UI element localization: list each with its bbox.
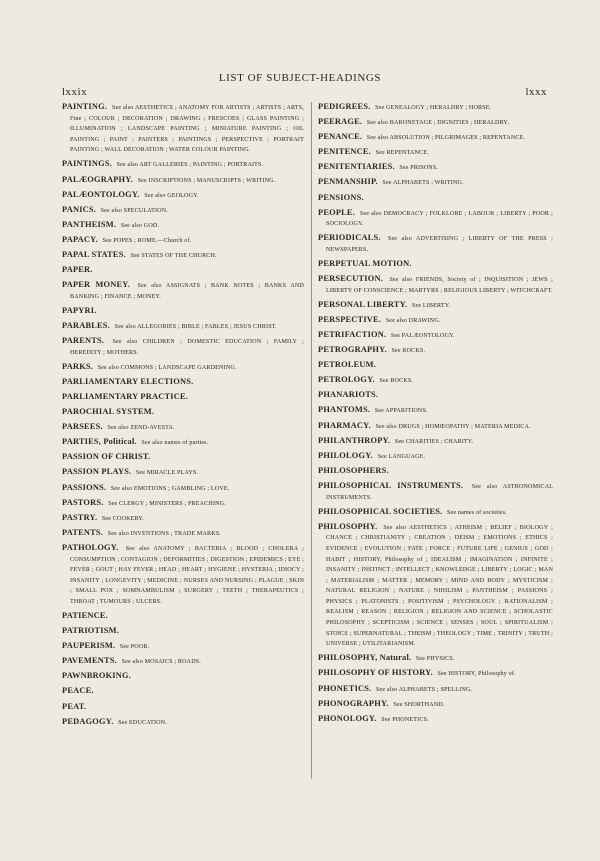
cross-references: See also DRAWING. [385, 317, 441, 324]
cross-references: See LIBERTY. [411, 302, 451, 309]
subject-heading: PENSIONS. [318, 192, 364, 202]
subject-entry [318, 117, 553, 129]
subject-entry [62, 641, 304, 653]
subject-entry [62, 611, 304, 623]
subject-entry [318, 315, 553, 327]
subject-heading: PHARMACY. [318, 420, 371, 430]
cross-references: See STATES OF THE CHURCH. [130, 253, 217, 260]
cross-references: See also FRIENDS, Society of ; INQUISITION ; JEWS ; LIBERTY OF CONSCIENCE ; MARTYRS ; RELIGIOUS LIBERTY ; WITCHCRAFT. [326, 277, 554, 294]
subject-entry [318, 345, 553, 357]
page-number-left: lxxix [62, 86, 88, 98]
subject-entry [62, 543, 304, 608]
cross-references: See also AESTHETICS ; ANATOMY FOR ARTISTS ; ARTISTS ; ARTS, Fine ; COLOUR ; DECORATION ; DRAWING ; FRESCOES ; GLASS PAINTING ; ILLUMINATION ; LANDSCAPE PAINTING ; MINIATURE PAINTING ; OIL PAINTING ; PAINT ; PAINTERS ; PAINTINGS ; PERSPECTIVE ; PORTRAIT PAINTING ; WALL DECORATION ; WATER COLOUR PAINTING. [70, 105, 304, 154]
subject-entry [318, 193, 553, 205]
subject-entry [318, 507, 553, 519]
subject-heading: PHILOSOPHY, Natural. [318, 653, 412, 663]
subject-entry [62, 377, 304, 389]
cross-references: See also SPECULATION. [100, 207, 168, 214]
subject-entry [318, 714, 553, 726]
subject-heading: PEAT. [62, 701, 87, 711]
subject-entry [62, 686, 304, 698]
subject-entry [62, 626, 304, 638]
cross-references: See LANGUAGE. [377, 453, 426, 460]
subject-heading: PATENTS. [62, 527, 104, 537]
subject-heading: PARKS. [62, 361, 94, 371]
subject-heading: PATIENCE. [62, 610, 108, 620]
cross-references: See also BARONETAGE ; DIGNITIES ; HERALDRY. [366, 120, 509, 127]
subject-heading: PEERAGE. [318, 117, 363, 127]
subject-entry [62, 452, 304, 464]
subject-heading: PERPETUAL MOTION. [318, 259, 412, 269]
subject-entry [318, 522, 553, 650]
subject-heading: PEOPLE. [318, 207, 355, 217]
subject-entry [62, 407, 304, 419]
subject-heading: PERSPECTIVE. [318, 314, 382, 324]
column-divider [311, 102, 312, 779]
subject-entry [62, 483, 304, 495]
subject-entry [318, 360, 553, 372]
subject-entry [62, 671, 304, 683]
subject-entry [62, 175, 304, 187]
cross-references: See also ART GALLERIES ; PAINTING ; PORTRAITS. [116, 162, 264, 169]
subject-entry [318, 668, 553, 680]
cross-references: See MIRACLE PLAYS. [135, 470, 199, 477]
subject-entry [318, 653, 553, 665]
subject-heading: PARLIAMENTARY PRACTICE. [62, 391, 189, 401]
subject-entry [62, 513, 304, 525]
cross-references: See ROCKS. [379, 378, 414, 385]
subject-entry [318, 147, 553, 159]
cross-references: See PHONETICS. [381, 716, 429, 723]
subject-entry [318, 451, 553, 463]
subject-heading: PHILOSOPHICAL SOCIETIES. [318, 506, 443, 516]
subject-entry [318, 132, 553, 144]
subject-heading: PHANTOMS. [318, 405, 371, 415]
subject-entry [318, 162, 553, 174]
subject-heading: PATRIOTISM. [62, 626, 120, 636]
subject-heading: PHILOSOPHICAL INSTRUMENTS. [318, 480, 464, 490]
cross-references: See names of societies. [447, 509, 507, 516]
subject-heading: PAWNBROKING. [62, 671, 132, 681]
subject-entry [318, 684, 553, 696]
cross-references: See also ASTRONOMICAL INSTRUMENTS. [326, 483, 553, 501]
subject-heading: PENANCE. [318, 132, 363, 142]
subject-entry [318, 102, 553, 114]
subject-heading: PATHOLOGY. [62, 542, 119, 552]
subject-heading: PARABLES. [62, 321, 110, 330]
subject-heading: PHILOLOGY. [318, 450, 373, 460]
subject-entry [62, 467, 304, 479]
subject-heading: PAINTING. [62, 102, 108, 111]
subject-heading: PASTORS. [62, 497, 104, 507]
subject-heading: PAROCHIAL SYSTEM. [62, 407, 155, 417]
subject-heading: PHILOSOPHY OF HISTORY. [318, 668, 433, 678]
subject-heading: PHILOSOPHERS. [318, 465, 389, 475]
cross-references: See HISTORY, Philosophy of. [437, 671, 516, 678]
subject-heading: PAPER. [62, 265, 93, 275]
subject-heading: PETROLEUM. [318, 360, 377, 370]
subject-heading: PETROLOGY. [318, 375, 375, 385]
subject-heading: PENITENCE. [318, 147, 371, 157]
subject-entry [318, 390, 553, 402]
subject-entry [62, 321, 304, 333]
cross-references: See EDUCATION. [118, 719, 167, 726]
subject-heading: PEDAGOGY. [62, 716, 114, 726]
subject-heading: PERIODICALS. [318, 233, 381, 243]
subject-heading: PANICS. [62, 204, 97, 214]
subject-entry [62, 528, 304, 540]
cross-references: See ROCKS. [391, 348, 426, 355]
subject-entry [62, 159, 304, 171]
cross-references: See POOR. [119, 644, 150, 651]
subject-heading: PETROGRAPHY. [318, 345, 387, 355]
cross-references: See CHARITIES ; CHARITY. [394, 438, 474, 445]
subject-heading: PASSION PLAYS. [62, 467, 132, 477]
cross-references: See PRISONS. [399, 165, 439, 172]
cross-references: See POPES ; ROME.—Church of. [102, 237, 192, 244]
cross-references: See also MOSAICS ; ROADS. [121, 659, 201, 666]
subject-heading: PAVEMENTS. [62, 656, 117, 666]
subject-entry [62, 190, 304, 202]
subject-heading: PHONETICS. [318, 683, 372, 693]
subject-heading: PERSONAL LIBERTY. [318, 299, 408, 309]
cross-references: See also ABSOLUTION ; PILGRIMAGES ; REPENTANCE. [366, 135, 526, 142]
subject-heading: PENITENTIARIES. [318, 162, 395, 172]
subject-heading: PASSIONS. [62, 482, 107, 492]
subject-entry [62, 392, 304, 404]
cross-references: See also DEMOCRACY ; FOLKLORE ; LABOUR ; LIBERTY ; POOR ; SOCIOLOGY. [326, 210, 553, 228]
subject-heading: PHILOSOPHY. [318, 521, 378, 531]
subject-entry [62, 362, 304, 374]
cross-references: See also ALLEGORIES ; BIBLE ; FABLES ; JESUS CHRIST. [114, 324, 277, 330]
subject-heading: PAPYRI. [62, 305, 97, 315]
cross-references: See also AESTHETICS ; ATHEISM ; BELIEF ; BIOLOGY ; CHANCE ; CHRISTIANITY ; CREATION ; DEISM ; EMOTIONS ; ETHICS ; EVIDENCE ; EVOLUTION ; FATE ; FORCE ; FUTURE LIFE ; GENIUS ; GOD ; HABIT ; HISTORY, Philosophy of ; IDEALISM ; IMAGINATION ; INFINITE ; INSANITY ; INSTINCT ; INTELLECT ; KNOWLEDGE ; LIBERTY ; LOGIC ; MAN ; MATERIALISM ; MATTER ; MEMORY ; MIND AND BODY ; MYSTICISM ; NATURAL RELIGION ; NATURE ; NIHILISM ; PANTHEISM ; PASSIONS ; PHYSICS ; PLATONISTS ; POSITIVISM ; PSYCHOLOGY ; RATIONALISM ; REALISM ; REASON ; RELIGION ; RELIGION AND SCIENCE ; SCHOLASTIC PHILOSOPHY ; SCEPTICISM ; SCIENCE ; SENSES ; SOUL ; SPIRITUALISM ; STOICS ; SUPERNATURAL ; THEISM ; THEOLOGY ; TIME ; TRINITY ; TRUTH ; UNIVERSE ; UTILITARIANISM. [326, 524, 553, 648]
cross-references: See also INVENTIONS ; TRADE MARKS. [107, 530, 221, 537]
subject-heading: PHILANTHROPY. [318, 435, 391, 445]
subject-entry [62, 280, 304, 302]
subject-heading: PALÆONTOLOGY. [62, 189, 140, 199]
cross-references: See REPENTANCE. [375, 150, 429, 157]
subject-entry [318, 177, 553, 189]
subject-heading: PHONOGRAPHY. [318, 698, 389, 708]
subject-entry [62, 220, 304, 232]
subject-entry [62, 702, 304, 714]
subject-heading: PETRIFACTION. [318, 330, 387, 339]
cross-references: See PALÆONTOLOGY. [390, 333, 455, 339]
cross-references: See GENEALOGY ; HERALDRY ; HORSE. [375, 105, 492, 111]
subject-heading: PARENTS. [62, 336, 105, 346]
subject-heading: PAINTINGS. [62, 159, 113, 169]
subject-heading: PAPACY. [62, 234, 98, 244]
subject-entry [62, 250, 304, 262]
cross-references: See also ADVERTISING ; LIBERTY OF THE PRESS ; NEWSPAPERS. [326, 236, 553, 253]
subject-entry [62, 422, 304, 434]
cross-references: See also ASSIGNATS ; BANK NOTES ; BANKS AND BANKING ; FINANCE ; MONEY. [70, 283, 304, 300]
subject-entry [318, 466, 553, 478]
subject-heading: PENMANSHIP. [318, 177, 378, 187]
page-number-right: lxxx [525, 86, 547, 98]
subject-heading: PARSEES. [62, 422, 103, 432]
cross-references: See INSCRIPTIONS ; MANUSCRIPTS ; WRITING. [137, 177, 276, 184]
cross-references: See also EMOTIONS ; GAMBLING ; LOVE. [110, 485, 230, 492]
subject-entry [62, 205, 304, 217]
subject-heading: PEACE. [62, 686, 94, 696]
subject-entry [62, 498, 304, 510]
cross-references: See also DRUGS ; HOMŒOPATHY ; MATERIA MEDICA. [375, 423, 531, 430]
subject-entry [318, 330, 553, 342]
subject-entry [318, 375, 553, 387]
subject-entry [318, 274, 553, 296]
left-column [62, 102, 304, 732]
cross-references: See PHYSICS. [415, 656, 455, 663]
subject-entry [318, 436, 553, 448]
subject-entry [318, 405, 553, 417]
subject-heading: PASSION OF CHRIST. [62, 452, 151, 462]
cross-references: See also CHILDREN ; DOMESTIC EDUCATION ; FAMILY ; HEREDITY ; MOTHERS. [70, 339, 305, 356]
subject-heading: PHANARIOTS. [318, 390, 379, 400]
subject-heading: PHONOLOGY. [318, 713, 377, 723]
subject-entry [318, 208, 553, 230]
subject-entry [318, 259, 553, 271]
cross-references: See also ANATOMY ; BACTERIA ; BLOOD ; CHOLERA ; CONSUMPTION ; CONTAGION ; DEFORMITIES ; DIGESTION ; EPIDEMICS ; EYE ; FEVER ; GOUT ; HAY FEVER ; HEAD ; HEART ; HYGIENE ; HYSTERIA ; IDIOCY ; INSANITY ; LONGEVITY ; MEDICINE ; NURSES AND NURSING ; PLAGUE ; SKIN ; SMALL POX ; SOMNAMBULISM ; SURGERY ; TEETH ; THERAPEUTICS ; THROAT ; TUMOURS ; ULCERS. [70, 545, 304, 605]
cross-references: See also ALPHABETS ; SPELLING. [376, 686, 473, 693]
subject-heading: PALÆOGRAPHY. [62, 174, 134, 184]
cross-references: See SHORTHAND. [393, 701, 445, 708]
cross-references: See also GEOLOGY. [144, 192, 199, 199]
cross-references: See also GOD. [120, 222, 160, 229]
subject-heading: PERSECUTION. [318, 274, 383, 284]
cross-references: See also COMMONS ; LANDSCAPE GARDENING. [97, 364, 237, 371]
subject-heading: PAUPERISM. [62, 641, 116, 651]
subject-heading: PARTIES, Political. [62, 437, 137, 447]
subject-heading: PAPAL STATES. [62, 250, 126, 260]
subject-heading: PANTHEISM. [62, 219, 117, 229]
cross-references: See also names of parties. [141, 440, 209, 447]
cross-references: See also ZEND-AVESTA. [107, 425, 175, 432]
subject-entry [62, 102, 304, 156]
subject-entry [318, 233, 553, 255]
subject-entry [62, 656, 304, 668]
subject-entry [62, 336, 304, 358]
subject-heading: PARLIAMENTARY ELECTIONS. [62, 376, 194, 386]
subject-entry [318, 300, 553, 312]
subject-entry [318, 481, 553, 503]
subject-entry [62, 265, 304, 277]
subject-entry [62, 437, 304, 449]
cross-references: See COOKERY. [101, 515, 144, 522]
cross-references: See CLERGY ; MINISTERS ; PREACHING. [108, 500, 226, 507]
subject-entry [62, 306, 304, 318]
subject-entry [318, 699, 553, 711]
cross-references: See ALPHABETS ; WRITING. [382, 180, 464, 187]
subject-entry [318, 421, 553, 433]
subject-heading: PEDIGREES. [318, 102, 371, 111]
subject-entry [62, 235, 304, 247]
subject-heading: PAPER MONEY. [62, 280, 131, 290]
subject-entry [62, 717, 304, 729]
subject-heading: PASTRY. [62, 512, 98, 522]
page-title: LIST OF SUBJECT-HEADINGS [218, 72, 382, 84]
cross-references: See APPARITIONS. [374, 408, 428, 415]
right-column [318, 102, 553, 729]
